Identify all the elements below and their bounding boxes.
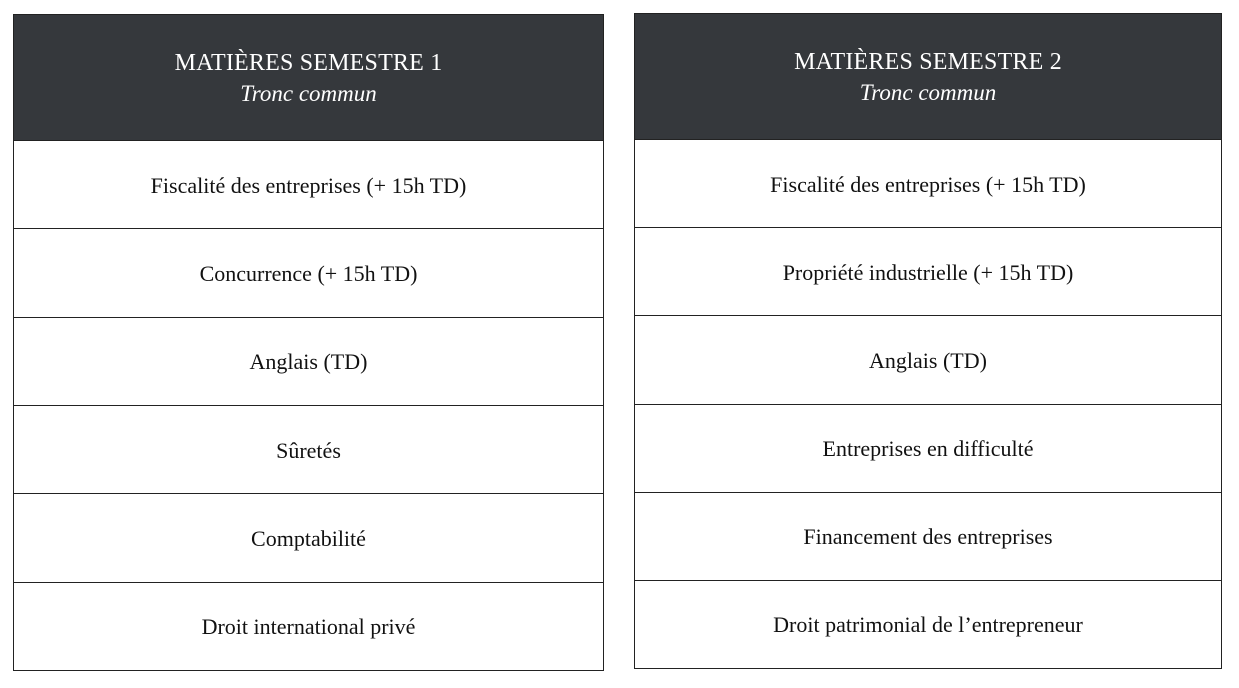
semester-1-title: MATIÈRES SEMESTRE 1: [174, 49, 443, 76]
table-row: Anglais (TD): [14, 318, 603, 406]
table-row: Financement des entreprises: [635, 493, 1221, 581]
semester-2-title: MATIÈRES SEMESTRE 2: [794, 48, 1062, 75]
table-row: Fiscalité des entreprises (+ 15h TD): [635, 140, 1221, 228]
semester-2-subtitle: Tronc commun: [859, 79, 997, 105]
table-row: Sûretés: [14, 406, 603, 494]
table-row: Entreprises en difficulté: [635, 405, 1221, 493]
semester-2-header: [635, 14, 1221, 140]
semester-1-table: [13, 14, 604, 671]
table-row: Comptabilité: [14, 494, 603, 582]
semester-2-table: [634, 13, 1222, 669]
table-row: Concurrence (+ 15h TD): [14, 229, 603, 317]
table-row: Propriété industrielle (+ 15h TD): [635, 228, 1221, 316]
table-row: Droit international privé: [201, 614, 416, 640]
table-row: Anglais (TD): [635, 316, 1221, 404]
semester-1-header: [14, 15, 603, 141]
semester-1-subtitle: Tronc commun: [240, 80, 377, 106]
table-row: Droit patrimonial de l’entrepreneur: [773, 612, 1083, 638]
table-row: Fiscalité des entreprises (+ 15h TD): [14, 141, 603, 229]
